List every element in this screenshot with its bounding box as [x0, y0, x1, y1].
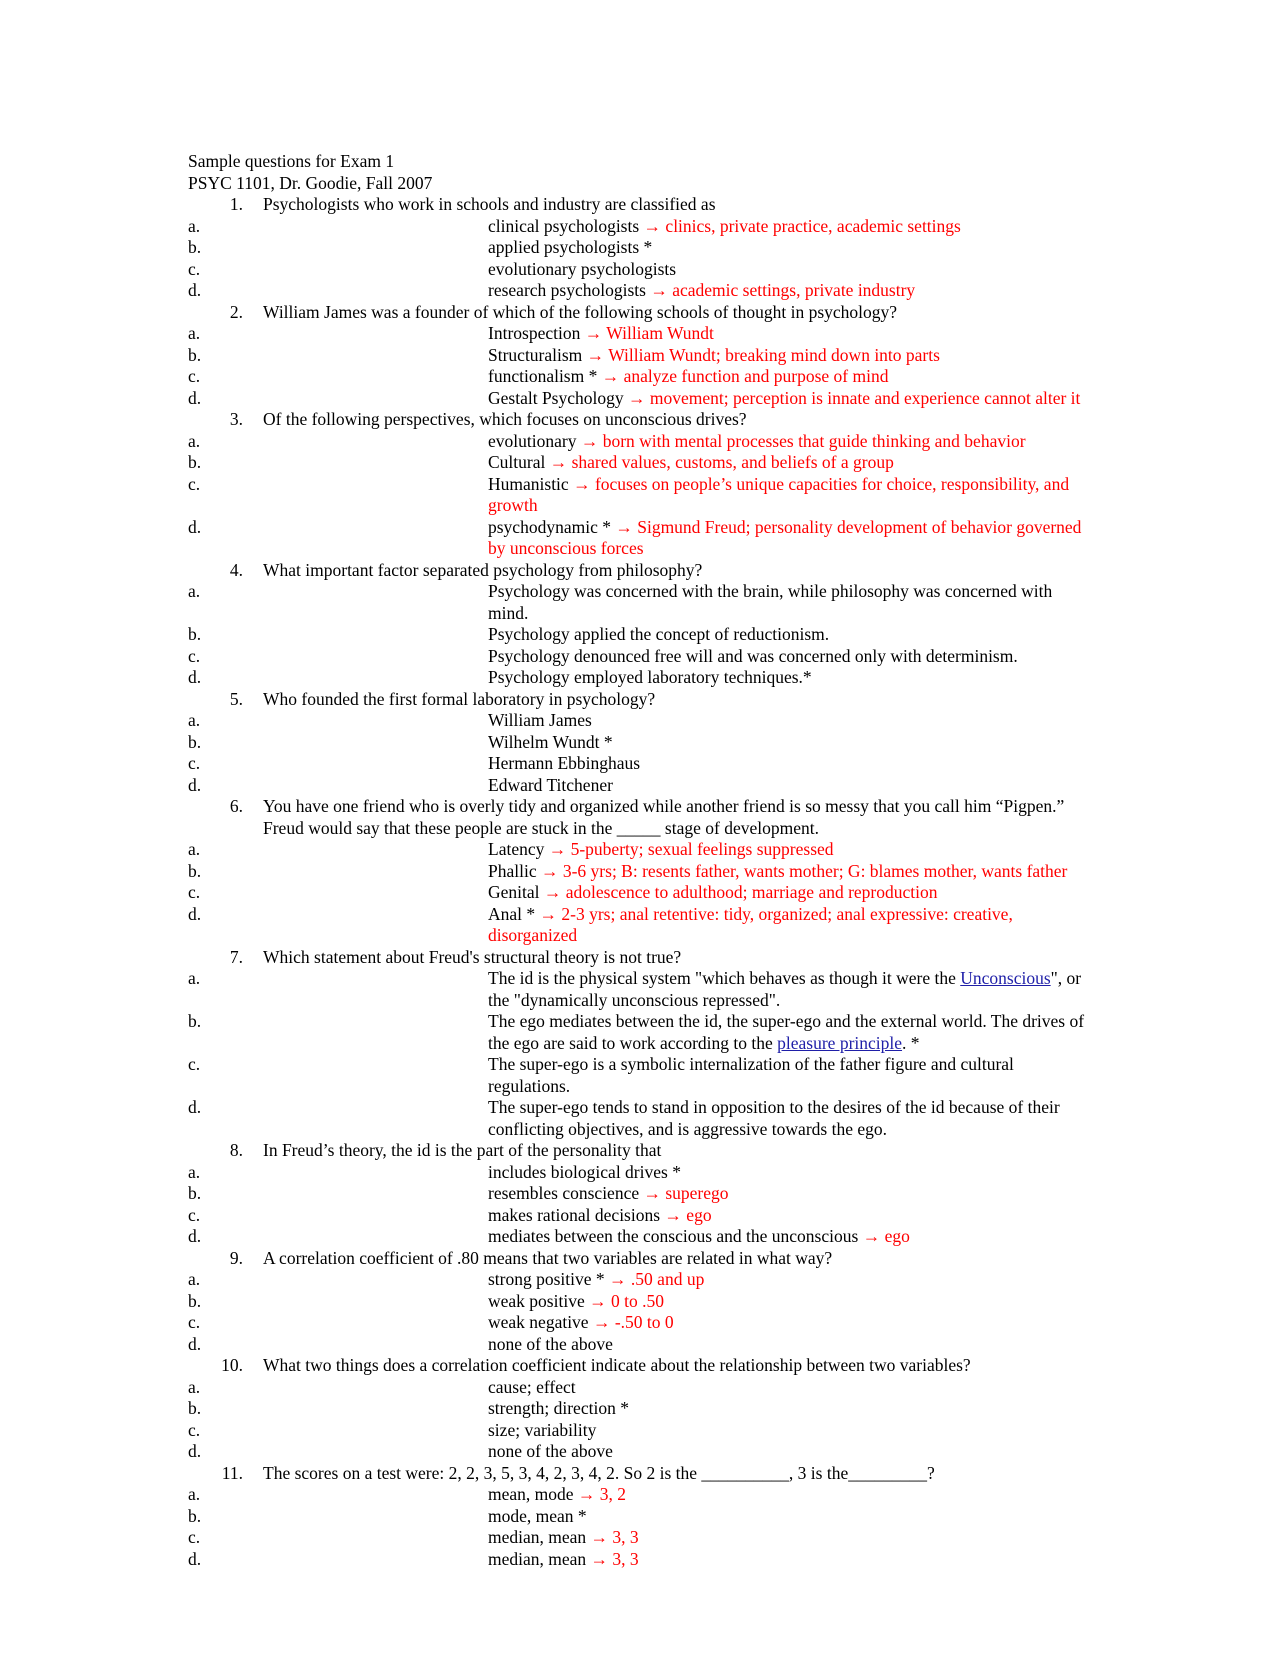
option-label: The id is the physical system "which behaves as though it were the: [488, 968, 961, 988]
option-text: [488, 581, 1088, 624]
question-stem: [188, 1355, 1088, 1377]
question-number: 1.: [229, 194, 243, 214]
option-letter: a.: [188, 215, 201, 236]
answer-note-text: Sigmund Freud; personality development of behavior governed by unconscious forces: [488, 516, 1082, 558]
question-stem: [188, 689, 1088, 711]
answer-option: [188, 216, 1088, 238]
option-text: [488, 1205, 1088, 1227]
answer-option: [188, 259, 1088, 281]
option-letter: b.: [188, 624, 202, 644]
answer-note-text: 5-puberty; sexual feelings suppressed: [570, 839, 834, 859]
option-letter: b.: [188, 1398, 202, 1418]
answer-option: [188, 882, 1088, 904]
option-label: applied psychologists *: [488, 237, 653, 257]
arrow-right-icon: →: [586, 344, 609, 365]
option-text: [488, 1011, 1088, 1054]
option-text: [488, 1183, 1088, 1205]
option-label: Psychology employed laboratory techniques.*: [488, 667, 812, 687]
answer-note: [863, 1226, 910, 1246]
arrow-right-icon: →: [592, 1312, 615, 1332]
document-title: Sample questions for Exam 1: [188, 151, 395, 171]
option-text: [488, 624, 1088, 646]
option-letter: d.: [188, 387, 202, 408]
option-text: [488, 474, 1088, 517]
question-stem: [188, 409, 1088, 431]
question-number: 7.: [229, 946, 243, 967]
question-text: Which statement about Freud's structural theory is not true?: [263, 946, 682, 967]
question-11: [188, 1463, 1088, 1571]
option-label: mediates between the conscious and the unconscious: [488, 1226, 863, 1246]
answer-note: [589, 1291, 664, 1311]
answer-note: [549, 839, 834, 859]
answer-note-text: academic settings, private industry: [672, 280, 916, 300]
question-text: What important factor separated psychology from philosophy?: [263, 559, 703, 580]
option-label: Introspection: [488, 323, 585, 343]
answer-option: [188, 624, 1088, 646]
option-text: [488, 646, 1088, 668]
answer-option: [188, 517, 1088, 560]
option-text: [488, 753, 1088, 775]
answer-note: [591, 1527, 639, 1547]
option-letter: a.: [188, 1484, 201, 1504]
answer-option: [188, 237, 1088, 259]
answer-note-text: ego: [884, 1226, 910, 1246]
question-number: 2.: [229, 301, 243, 322]
answer-option: [188, 1484, 1088, 1506]
question-6: [188, 796, 1088, 947]
option-text: [488, 1269, 1088, 1291]
question-stem: [188, 796, 1088, 839]
answer-note: [591, 1549, 639, 1569]
option-label: Structuralism: [488, 344, 587, 365]
question-2: [188, 302, 1088, 410]
option-letter: b.: [188, 731, 202, 752]
answer-option: [188, 345, 1088, 367]
answer-note-text: born with mental processes that guide thinking and behavior: [602, 430, 1026, 451]
option-letter: c.: [188, 1419, 201, 1440]
option-letter: d.: [188, 280, 202, 300]
answer-note-text: William Wundt: [606, 323, 714, 343]
question-text: Of the following perspectives, which focuses on unconscious drives?: [263, 409, 747, 429]
answer-note-text: 3, 3: [612, 1527, 639, 1547]
option-text: [488, 1334, 1088, 1356]
option-text: [488, 1527, 1088, 1549]
answer-option: [188, 1441, 1088, 1463]
arrow-right-icon: →: [573, 473, 595, 494]
question-stem: [188, 1140, 1088, 1162]
option-letter: a.: [188, 710, 201, 730]
answer-note-text: focuses on people’s unique capacities for choice, responsibility, and growth: [488, 473, 1070, 515]
option-text: [488, 259, 1088, 281]
answer-note: [643, 1183, 728, 1203]
arrow-right-icon: →: [664, 1204, 687, 1225]
option-label: weak positive: [488, 1290, 590, 1311]
answer-option: [188, 1162, 1088, 1184]
answer-note: [644, 216, 961, 236]
question-number: 5.: [229, 688, 243, 709]
option-text: [488, 1420, 1088, 1442]
question-10: [188, 1355, 1088, 1463]
option-label: mean, mode: [488, 1484, 578, 1504]
question-text: William James was a founder of which of the following schools of thought in psychology?: [263, 301, 898, 322]
option-letter: a.: [188, 1376, 201, 1397]
option-letter: a.: [188, 839, 201, 859]
arrow-right-icon: →: [540, 860, 563, 881]
option-text: [488, 366, 1088, 388]
option-letter: c.: [188, 366, 201, 386]
arrow-right-icon: →: [548, 839, 571, 859]
answer-note-text: analyze function and purpose of mind: [623, 366, 889, 386]
option-label: psychodynamic *: [488, 516, 616, 537]
option-letter: d.: [188, 1226, 202, 1246]
answer-option: [188, 1334, 1088, 1356]
option-letter: a.: [188, 968, 201, 988]
answer-note: [578, 1484, 626, 1504]
option-letter: b.: [188, 237, 202, 257]
option-label: Cultural: [488, 452, 550, 472]
option-label-tail: ", or the "dynamically unconscious repressed".: [488, 968, 1082, 1010]
answer-note: [628, 388, 1080, 408]
answer-option: [188, 323, 1088, 345]
arrow-right-icon: →: [609, 1269, 631, 1289]
option-label: none of the above: [488, 1441, 613, 1461]
option-label: size; variability: [488, 1419, 597, 1440]
question-4: [188, 560, 1088, 689]
arrow-right-icon: →: [589, 1290, 611, 1311]
option-label: Latency: [488, 839, 549, 859]
question-3: [188, 409, 1088, 560]
answer-option: [188, 1097, 1088, 1140]
option-text: [488, 388, 1088, 410]
question-number: 3.: [229, 409, 243, 429]
answer-note-text: ego: [686, 1204, 712, 1225]
arrow-right-icon: →: [584, 323, 607, 343]
answer-note: [488, 904, 1013, 946]
answer-note: [585, 323, 714, 343]
option-label: Psychology applied the concept of reductionism.: [488, 624, 830, 644]
option-letter: c.: [188, 753, 201, 773]
option-text: [488, 968, 1088, 1011]
option-text: [488, 1441, 1088, 1463]
answer-note-text: movement; perception is innate and experience cannot alter it: [649, 387, 1081, 408]
answer-option: [188, 1011, 1088, 1054]
question-stem: [188, 1463, 1088, 1485]
question-number: 11.: [221, 1462, 243, 1483]
option-text: [488, 1291, 1088, 1313]
option-label: Edward Titchener: [488, 774, 613, 795]
question-text: You have one friend who is overly tidy and organized while another friend is so messy that you call him “Pigpen.” Freud would say that these people are stuck in the _____ stage of development.: [263, 796, 1065, 838]
question-number: 6.: [229, 796, 243, 816]
option-text: [488, 667, 1088, 689]
option-letter: b.: [188, 344, 202, 365]
answer-note-text: 3-6 yrs; B: resents father, wants mother; G: blames mother, wants father: [562, 860, 1068, 881]
option-text: [488, 280, 1088, 302]
answer-note-text: shared values, customs, and beliefs of a group: [571, 452, 894, 472]
question-number: 9.: [229, 1247, 243, 1268]
option-letter: a.: [188, 1161, 201, 1182]
answer-note-text: 3, 2: [599, 1484, 627, 1504]
question-text: The scores on a test were: 2, 2, 3, 5, 3, 4, 2, 3, 4, 2. So 2 is the __________, 3 is the_________?: [263, 1462, 935, 1483]
option-text: [488, 1054, 1088, 1097]
option-letter: c.: [188, 1204, 201, 1225]
option-text: [488, 882, 1088, 904]
answer-note: [587, 345, 940, 365]
option-label: Wilhelm Wundt *: [488, 731, 613, 752]
option-letter: c.: [188, 882, 201, 902]
question-number: 8.: [229, 1140, 243, 1160]
option-letter: d.: [188, 516, 202, 537]
option-label: Genital: [488, 882, 544, 902]
option-letter: d.: [188, 1441, 202, 1461]
arrow-right-icon: →: [628, 387, 650, 408]
arrow-right-icon: →: [539, 903, 562, 924]
option-letter: c.: [188, 1054, 201, 1074]
answer-option: [188, 1420, 1088, 1442]
answer-note-text: clinics, private practice, academic settings: [665, 215, 961, 236]
option-letter: a.: [188, 430, 201, 451]
answer-option: [188, 753, 1088, 775]
answer-option: [188, 1183, 1088, 1205]
reference-link[interactable]: Unconscious: [960, 968, 1051, 988]
option-letter: b.: [188, 1011, 202, 1031]
answer-note: [581, 431, 1026, 451]
option-text: [488, 839, 1088, 861]
option-letter: b.: [188, 1290, 202, 1311]
answer-option: [188, 1054, 1088, 1097]
answer-option: [188, 1205, 1088, 1227]
option-letter: a.: [188, 1269, 201, 1289]
option-label: Humanistic: [488, 473, 574, 494]
answer-option: [188, 710, 1088, 732]
option-label: Phallic: [488, 860, 541, 881]
answer-note: [593, 1312, 674, 1332]
question-1: [188, 194, 1088, 302]
question-text: What two things does a correlation coefficient indicate about the relationship between two variables?: [263, 1355, 971, 1375]
answer-option: [188, 1312, 1088, 1334]
option-letter: b.: [188, 1183, 202, 1203]
option-label: The super-ego tends to stand in opposition to the desires of the id because of their conflicting objectives, and is aggressive towards the ego.: [488, 1097, 1060, 1139]
question-text: A correlation coefficient of .80 means that two variables are related in what way?: [263, 1247, 833, 1268]
option-label: Gestalt Psychology: [488, 387, 628, 408]
answer-note-text: William Wundt; breaking mind down into parts: [608, 344, 940, 365]
option-text: [488, 216, 1088, 238]
option-label-tail: . *: [902, 1032, 920, 1053]
option-label: evolutionary: [488, 430, 581, 451]
option-label: Anal *: [488, 903, 540, 924]
option-text: [488, 904, 1088, 947]
arrow-right-icon: →: [590, 1548, 613, 1569]
arrow-right-icon: →: [580, 430, 603, 451]
question-stem: [188, 1248, 1088, 1270]
option-label: median, mean: [488, 1548, 591, 1569]
option-text: [488, 1484, 1088, 1506]
option-letter: d.: [188, 667, 202, 687]
arrow-right-icon: →: [590, 1527, 613, 1547]
option-text: [488, 452, 1088, 474]
option-text: [488, 1097, 1088, 1140]
arrow-right-icon: →: [549, 452, 572, 472]
answer-option: [188, 1527, 1088, 1549]
answer-option: [188, 366, 1088, 388]
arrow-right-icon: →: [577, 1484, 600, 1504]
answer-note-text: 3, 3: [612, 1548, 639, 1569]
answer-note: [550, 452, 894, 472]
option-letter: d.: [188, 903, 202, 924]
option-letter: c.: [188, 645, 201, 666]
answer-option: [188, 667, 1088, 689]
answer-option: [188, 1377, 1088, 1399]
option-letter: d.: [188, 1548, 202, 1569]
option-label: Hermann Ebbinghaus: [488, 753, 641, 773]
option-text: [488, 1312, 1088, 1334]
question-text: Who founded the first formal laboratory in psychology?: [263, 688, 656, 709]
option-letter: d.: [188, 1333, 202, 1354]
question-list: [188, 194, 1088, 1570]
arrow-right-icon: →: [543, 882, 566, 902]
arrow-right-icon: →: [643, 1183, 666, 1203]
option-label: evolutionary psychologists: [488, 258, 677, 279]
question-number: 10.: [221, 1355, 243, 1375]
answer-option: [188, 968, 1088, 1011]
arrow-right-icon: →: [601, 366, 624, 386]
question-7: [188, 947, 1088, 1141]
answer-option: [188, 1291, 1088, 1313]
question-stem: [188, 302, 1088, 324]
answer-option: [188, 732, 1088, 754]
answer-note: [650, 280, 915, 300]
option-letter: c.: [188, 258, 201, 279]
option-text: [488, 710, 1088, 732]
answer-option: [188, 1549, 1088, 1571]
question-stem: [188, 947, 1088, 969]
option-label: The super-ego is a symbolic internalization of the father figure and cultural regulations.: [488, 1054, 1014, 1096]
option-label: functionalism *: [488, 366, 602, 386]
arrow-right-icon: →: [643, 215, 666, 236]
option-text: [488, 1162, 1088, 1184]
answer-note-text: adolescence to adulthood; marriage and reproduction: [565, 882, 938, 902]
answer-option: [188, 904, 1088, 947]
option-text: [488, 775, 1088, 797]
option-label: strong positive *: [488, 1269, 610, 1289]
option-letter: a.: [188, 581, 201, 601]
answer-option: [188, 839, 1088, 861]
arrow-right-icon: →: [650, 280, 673, 300]
answer-note: [664, 1205, 711, 1225]
option-text: [488, 237, 1088, 259]
option-label: resembles conscience: [488, 1183, 644, 1203]
answer-note: [609, 1269, 704, 1289]
option-letter: b.: [188, 860, 202, 881]
option-label: weak negative: [488, 1312, 593, 1332]
answer-note-text: 0 to .50: [610, 1290, 664, 1311]
option-label: William James: [488, 710, 592, 730]
question-8: [188, 1140, 1088, 1248]
answer-option: [188, 1269, 1088, 1291]
option-text: [488, 1226, 1088, 1248]
answer-option: [188, 861, 1088, 883]
option-letter: c.: [188, 1312, 201, 1332]
reference-link[interactable]: pleasure principle: [777, 1032, 903, 1053]
arrow-right-icon: →: [862, 1226, 885, 1246]
option-letter: a.: [188, 323, 201, 343]
arrow-right-icon: →: [615, 516, 638, 537]
question-5: [188, 689, 1088, 797]
option-label: median, mean: [488, 1527, 591, 1547]
document-page: [188, 151, 1088, 1570]
option-text: [488, 431, 1088, 453]
option-text: [488, 1398, 1088, 1420]
answer-note: [541, 861, 1067, 881]
answer-note-text: .50 and up: [630, 1269, 705, 1289]
option-text: [488, 345, 1088, 367]
answer-option: [188, 1226, 1088, 1248]
option-label: The ego mediates between the id, the super-ego and the external world. The drives of the ego are said to work according to the: [488, 1011, 1085, 1053]
option-label: mode, mean *: [488, 1505, 587, 1526]
option-label: Psychology was concerned with the brain, while philosophy was concerned with mind.: [488, 581, 1053, 623]
option-letter: c.: [188, 1527, 201, 1547]
option-text: [488, 1506, 1088, 1528]
answer-option: [188, 452, 1088, 474]
option-text: [488, 323, 1088, 345]
answer-note: [602, 366, 889, 386]
answer-option: [188, 581, 1088, 624]
question-9: [188, 1248, 1088, 1356]
question-stem: [188, 194, 1088, 216]
option-label: makes rational decisions: [488, 1204, 665, 1225]
option-label: cause; effect: [488, 1376, 576, 1397]
answer-note: [544, 882, 938, 902]
answer-option: [188, 388, 1088, 410]
option-letter: d.: [188, 774, 202, 795]
answer-option: [188, 1506, 1088, 1528]
answer-option: [188, 775, 1088, 797]
answer-note: [488, 474, 1069, 516]
option-label: clinical psychologists: [488, 215, 644, 236]
answer-option: [188, 280, 1088, 302]
option-text: [488, 517, 1088, 560]
answer-option: [188, 431, 1088, 453]
answer-note-text: 2-3 yrs; anal retentive: tidy, organized; anal expressive: creative, disorganized: [488, 903, 1013, 945]
option-text: [488, 1549, 1088, 1571]
answer-option: [188, 474, 1088, 517]
option-text: [488, 1377, 1088, 1399]
option-letter: c.: [188, 473, 201, 494]
option-letter: b.: [188, 452, 202, 472]
question-text: Psychologists who work in schools and industry are classified as: [263, 194, 716, 214]
question-stem: [188, 560, 1088, 582]
answer-note-text: superego: [665, 1183, 729, 1203]
option-letter: b.: [188, 1505, 202, 1526]
answer-note-text: -.50 to 0: [614, 1312, 674, 1332]
option-label: Psychology denounced free will and was concerned only with determinism.: [488, 645, 1018, 666]
option-label: strength; direction *: [488, 1398, 629, 1418]
option-label: research psychologists: [488, 280, 651, 300]
course-subtitle: PSYC 1101, Dr. Goodie, Fall 2007: [188, 172, 433, 193]
option-text: [488, 861, 1088, 883]
option-text: [488, 732, 1088, 754]
question-number: 4.: [229, 559, 243, 580]
answer-option: [188, 1398, 1088, 1420]
option-letter: d.: [188, 1097, 202, 1117]
option-label: includes biological drives *: [488, 1161, 681, 1182]
option-label: none of the above: [488, 1333, 613, 1354]
question-text: In Freud’s theory, the id is the part of the personality that: [263, 1140, 662, 1160]
answer-option: [188, 646, 1088, 668]
